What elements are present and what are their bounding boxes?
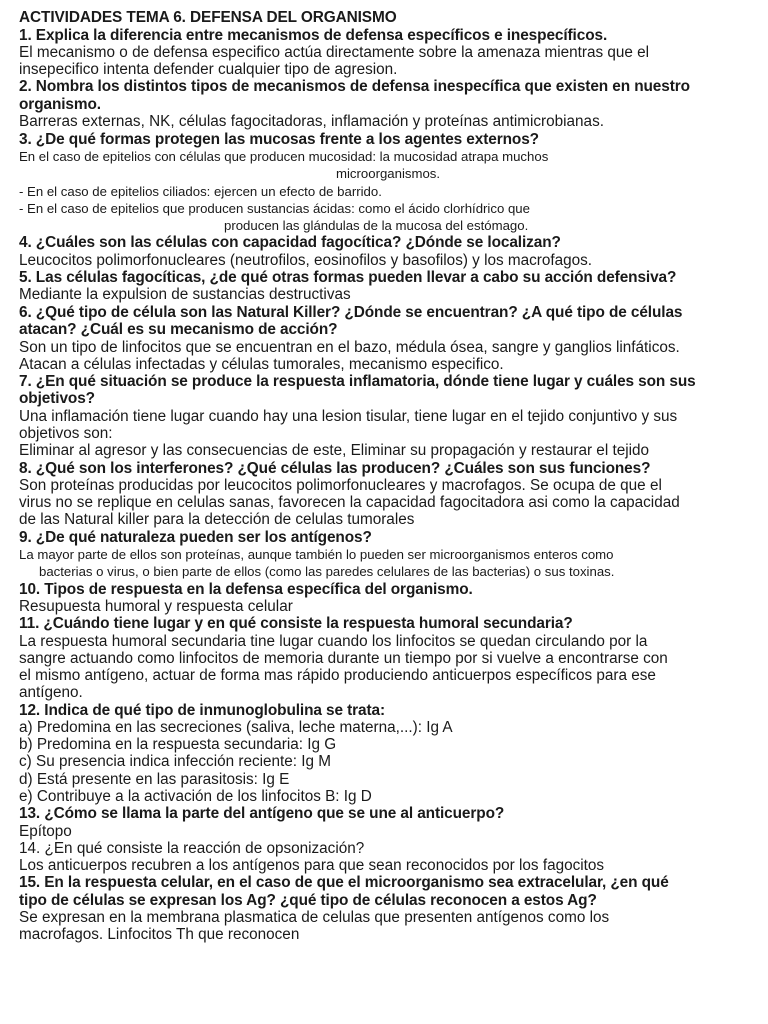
answer-6-line-1: Son un tipo de linfocitos que se encuentran en el bazo, médula ósea, sangre y ganglios linfáticos.: [19, 338, 680, 356]
question-1: 1. Explica la diferencia entre mecanismos de defensa específicos e inespecíficos.: [19, 26, 608, 44]
answer-15-line-1: Se expresan en la membrana plasmatica de celulas que presenten antígenos como los: [19, 909, 610, 927]
question-2-line-1: 2. Nombra los distintos tipos de mecanismos de defensa inespecífica que existen en nuestro: [19, 78, 690, 96]
worksheet-document: [19, 9, 759, 944]
question-2-line-2: organismo.: [19, 95, 101, 113]
question-15-line-1: 15. En la respuesta celular, en el caso de que el microorganismo sea extracelular, ¿en qué: [19, 874, 669, 892]
answer-3-line-5: producen las glándulas de la mucosa del estómago.: [224, 217, 529, 233]
answer-1-line-1: El mecanismo o de defensa especifico actúa directamente sobre la amenaza mientras que el: [19, 44, 650, 61]
question-12: 12. Indica de qué tipo de inmunoglobulina se trata:: [19, 701, 386, 719]
answer-9-line-1: La mayor parte de ellos son proteínas, aunque también lo pueden ser microorganismos enteros como: [19, 547, 614, 563]
answer-7-line-3: Eliminar al agresor y las consecuencias de este, Eliminar su propagación y restaurar el tejido: [19, 442, 650, 460]
answer-11-line-2: sangre actuando como linfocitos de memoria durante un tiempo por si vuelve a encontrarse con: [19, 649, 668, 667]
question-11: 11. ¿Cuándo tiene lugar y en qué consiste la respuesta humoral secundaria?: [19, 615, 573, 633]
answer-12-line-4: d) Está presente en las parasitosis: Ig E: [19, 770, 290, 788]
answer-8-line-1: Son proteínas producidas por leucocitos polimorfonucleares y macrofagos. Se ocupa de que el: [19, 477, 662, 495]
question-9: 9. ¿De qué naturaleza pueden ser los antígenos?: [19, 528, 372, 546]
question-10: 10. Tipos de respuesta en la defensa específica del organismo.: [19, 580, 473, 598]
answer-8-line-2: virus no se replique en celulas sanas, favorecen la capacidad fagocitadora asi como la capacidad: [19, 494, 680, 512]
question-6-line-1: 6. ¿Qué tipo de célula son las Natural Killer? ¿Dónde se encuentran? ¿A qué tipo de células: [19, 303, 683, 321]
answer-5-line-1: Mediante la expulsion de sustancias destructivas: [19, 286, 351, 304]
question-7-line-2: objetivos?: [19, 390, 95, 408]
answer-4-line-1: Leucocitos polimorfonucleares (neutrofilos, eosinofilos y basofilos) y los macrofagos.: [19, 251, 593, 269]
answer-1-line-2: insepecifico intenta defender cualquier tipo de agresion.: [19, 61, 398, 79]
answer-15-line-2: macrofagos. Linfocitos Th que reconocen: [19, 926, 300, 944]
answer-3-line-3: - En el caso de epitelios ciliados: ejercen un efecto de barrido.: [19, 183, 382, 199]
question-14: 14. ¿En qué consiste la reacción de opsonización?: [19, 839, 365, 857]
question-6-line-2: atacan? ¿Cuál es su mecanismo de acción?: [19, 321, 338, 339]
answer-6-line-2: Atacan a células infectadas y células tumorales, mecanismo especifico.: [19, 355, 504, 373]
answer-10-line-1: Resupuesta humoral y respuesta celular: [19, 598, 293, 616]
answer-3-line-2: microorganismos.: [336, 166, 441, 182]
answer-3-line-4: - En el caso de epitelios que producen sustancias ácidas: como el ácido clorhídrico que: [19, 200, 530, 216]
answer-12-line-3: c) Su presencia indica infección reciente: Ig M: [19, 753, 332, 771]
answer-7-line-1: Una inflamación tiene lugar cuando hay una lesion tisular, tiene lugar en el tejido conjuntivo y sus: [19, 407, 678, 425]
answer-3-line-1: En el caso de epitelios con células que producen mucosidad: la mucosidad atrapa muchos: [19, 149, 549, 165]
question-4: 4. ¿Cuáles son las células con capacidad fagocítica? ¿Dónde se localizan?: [19, 234, 561, 252]
question-5: 5. Las células fagocíticas, ¿de qué otras formas pueden llevar a cabo su acción defensiva?: [19, 268, 677, 286]
answer-11-line-3: el mismo antígeno, actuar de forma mas rápido produciendo anticuerpos específicos para ese: [19, 667, 656, 685]
answer-12-line-1: a) Predomina en las secreciones (saliva, leche materna,...): Ig A: [19, 719, 453, 737]
question-7-line-1: 7. ¿En qué situación se produce la respuesta inflamatoria, dónde tiene lugar y cuáles son sus: [19, 372, 696, 390]
answer-14-line-1: Los anticuerpos recubren a los antígenos para que sean reconocidos por los fagocitos: [19, 857, 605, 874]
answer-9-line-2: bacterias o virus, o bien parte de ellos (como las paredes celulares de las bacterias) o sus toxinas.: [39, 564, 615, 580]
question-15-line-2: tipo de células se expresan los Ag? ¿qué tipo de células reconocen a estos Ag?: [19, 891, 597, 909]
answer-2-line-1: Barreras externas, NK, células fagocitadoras, inflamación y proteínas antimicrobianas.: [19, 113, 604, 131]
page-title: ACTIVIDADES TEMA 6. DEFENSA DEL ORGANISMO: [19, 9, 397, 26]
answer-12-line-5: e) Contribuye a la activación de los linfocitos B: Ig D: [19, 787, 372, 805]
answer-11-line-1: La respuesta humoral secundaria tine lugar cuando los linfocitos se quedan circulando por la: [19, 632, 648, 650]
answer-7-line-2: objetivos son:: [19, 425, 113, 443]
answer-13-line-1: Epítopo: [19, 822, 72, 840]
question-13: 13. ¿Cómo se llama la parte del antígeno que se une al anticuerpo?: [19, 805, 505, 823]
question-3: 3. ¿De qué formas protegen las mucosas frente a los agentes externos?: [19, 130, 539, 148]
question-8: 8. ¿Qué son los interferones? ¿Qué células las producen? ¿Cuáles son sus funciones?: [19, 459, 651, 477]
answer-11-line-4: antígeno.: [19, 684, 83, 702]
answer-12-line-2: b) Predomina en la respuesta secundaria: Ig G: [19, 736, 337, 754]
answer-8-line-3: de las Natural killer para la detección de celulas tumorales: [19, 511, 415, 529]
